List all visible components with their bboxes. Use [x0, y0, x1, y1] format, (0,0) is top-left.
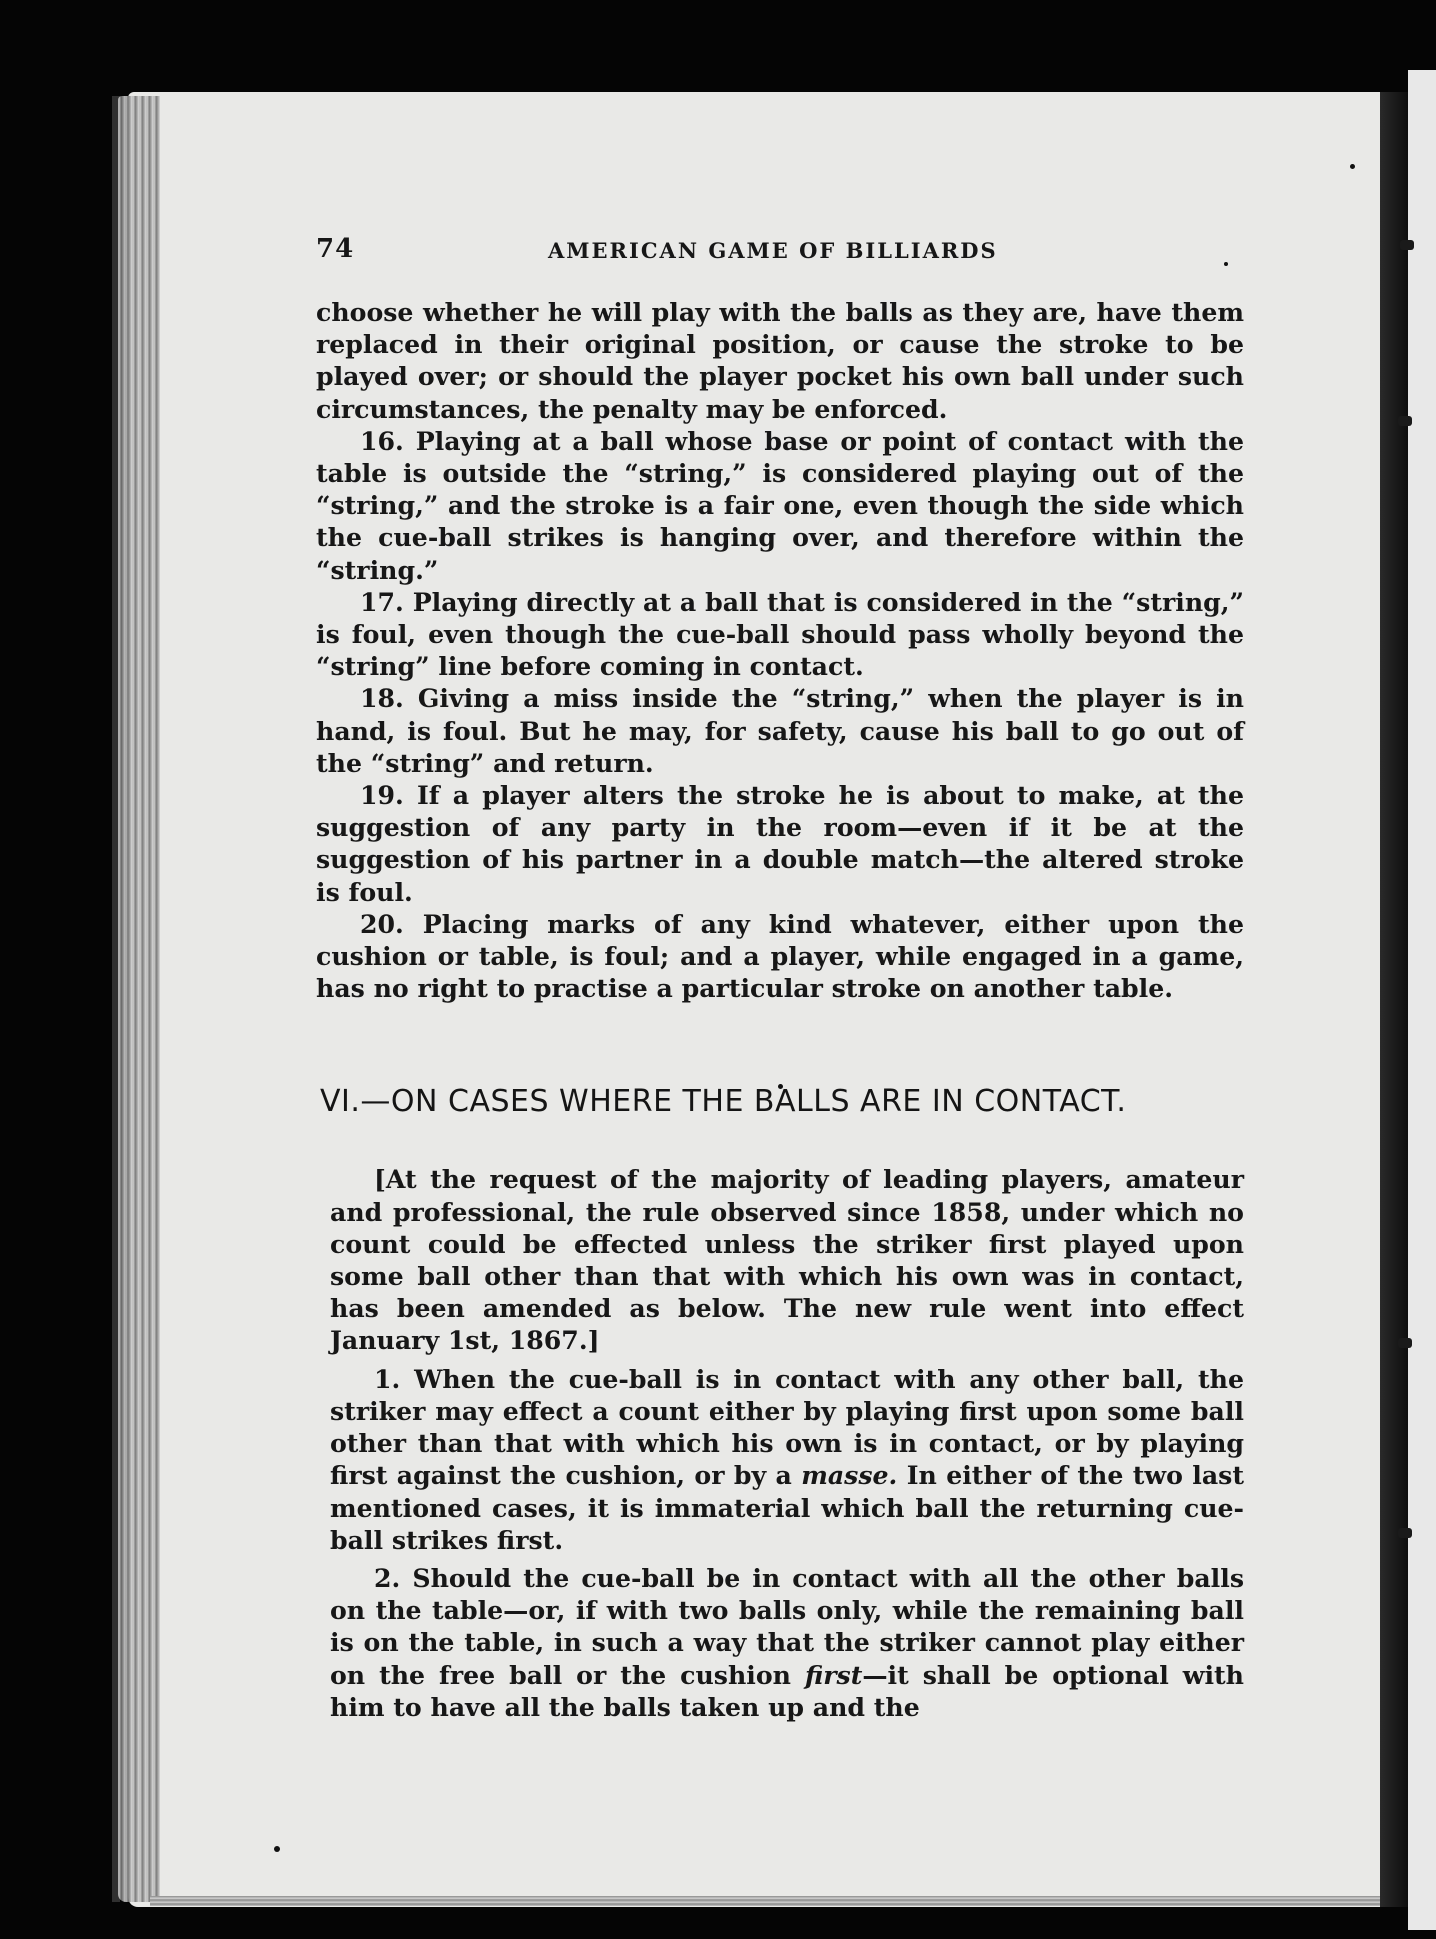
rule-17: 17. Playing directly at a ball that is considered in the “string,” is foul, even though the cue-ball should pass wholly beyond the “string” line before coming in contact.: [316, 586, 1244, 682]
paragraph-continuation: choose whether he will play with the balls as they are, have them replaced in their original position, or cause the stroke to be played over; or should the player pocket his own ball under such circumstances, the penalty may be enforced.: [316, 297, 1244, 424]
page-edges-left: [118, 96, 160, 1902]
scan-mark: [1398, 416, 1412, 426]
contact-rule-1-text-b: In either of the two last mentioned cases, it is immaterial which ball the returning cue-ball strikes first.: [330, 1460, 1244, 1555]
speck: [274, 1846, 280, 1852]
contact-rule-2-text-a: 2. Should the cue-ball be in contact with all the other balls on the table—or, if with two balls only, while the remaining ball is on the table, in such a way that the striker cannot play either on the free ball or the cushion: [330, 1562, 1244, 1690]
contact-rule-1: [330, 1363, 1244, 1556]
facing-page-edge: [1408, 70, 1436, 1930]
section-body: [316, 1163, 1244, 1722]
scan-mark: [1398, 1528, 1412, 1538]
section-heading: VI.—ON CASES WHERE THE BALLS ARE IN CONTACT.: [320, 1084, 1127, 1120]
page-edges-bottom: [150, 1896, 1380, 1906]
gutter-shadow: [1380, 92, 1408, 1907]
contact-rule-2-text-b: —it shall be optional with him to have all the balls taken up and the: [330, 1659, 1244, 1722]
contact-rule-1-emphasis: masse.: [801, 1460, 898, 1491]
rule-19: 19. If a player alters the stroke he is about to make, at the suggestion of any party in the room—even if it be at the suggestion of his partner in a double match—the altered stroke is foul.: [316, 780, 1244, 907]
running-head: AMERICAN GAME OF BILLIARDS: [548, 238, 998, 263]
speck: [1350, 164, 1355, 169]
rules-block: [316, 296, 1244, 1004]
page-header: [316, 232, 1244, 272]
page-text-column: [316, 232, 1244, 1723]
scan-mark: [1398, 1338, 1412, 1348]
rule-20: 20. Placing marks of any kind whatever, either upon the cushion or table, is foul; and a player, while engaged in a game, has no right to practise a particular stroke on another table.: [316, 908, 1244, 1004]
rule-16: 16. Playing at a ball whose base or point of contact with the table is outside the “string,” is considered playing out of the “string,” and the stroke is a fair one, even though the side which the cue-ball strikes is hanging over, and therefore within the “string.”: [316, 425, 1244, 585]
page-number: 74: [316, 234, 355, 264]
contact-rule-2-emphasis: first: [804, 1659, 863, 1690]
section-intro: [At the request of the majority of leading players, amateur and professional, the rule observed since 1858, under which no count could be effected unless the striker first played upon some ball other than that with which his own was in contact, has been amended as below. The new rule went into effect January 1st, 1867.]: [330, 1164, 1244, 1356]
rule-18: 18. Giving a miss inside the “string,” when the player is in hand, is foul. But he may, for safety, cause his ball to go out of the “string” and return.: [316, 683, 1244, 778]
contact-rule-1-text-a: 1. When the cue-ball is in contact with any other ball, the striker may effect a count either by playing first upon some ball other than that with which his own is in contact, or by playing first against the cushion, or by a: [330, 1363, 1244, 1491]
contact-rule-2: [330, 1562, 1244, 1723]
scan-mark: [1400, 240, 1414, 250]
